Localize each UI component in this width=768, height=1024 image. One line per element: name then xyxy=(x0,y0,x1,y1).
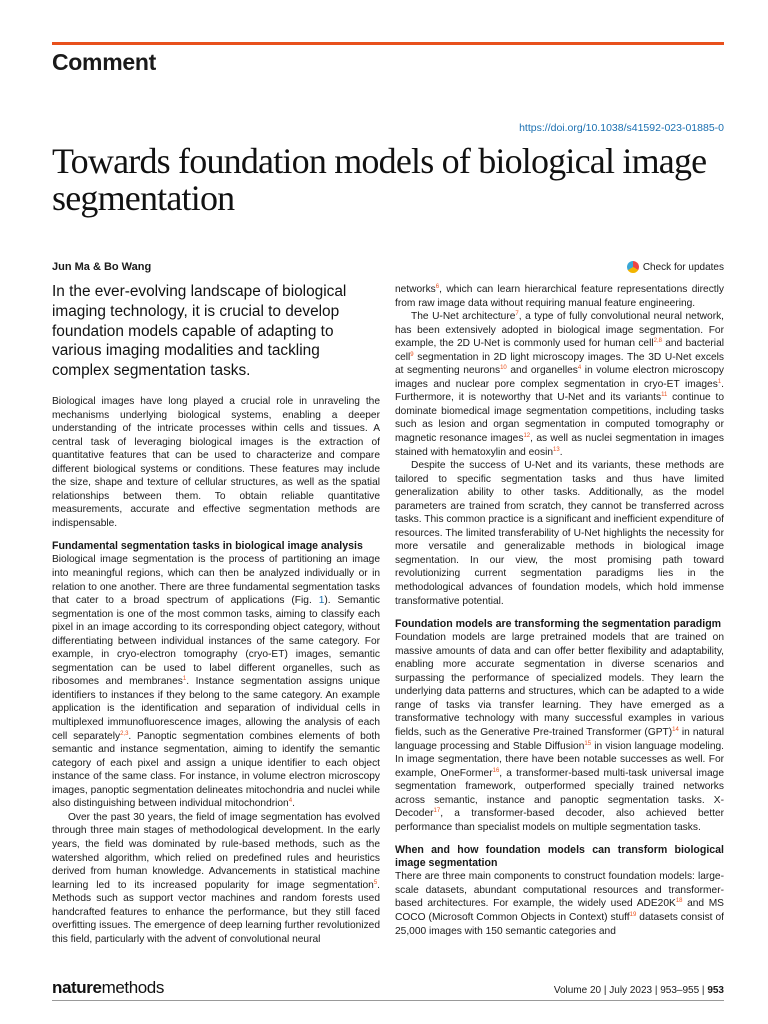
article-title: Towards foundation models of biological image segmentation xyxy=(52,141,707,218)
reference-link[interactable]: 1 xyxy=(182,676,187,683)
reference-link[interactable]: 4 xyxy=(577,365,582,372)
reference-link[interactable]: 19 xyxy=(629,911,637,918)
reference-link[interactable]: 14 xyxy=(672,726,679,733)
section-heading: Foundation models are transforming the segmentation paradigm xyxy=(395,618,722,631)
body-paragraph: Biological image segmentation is the process of partitioning an image into meaningful regions, which can then be analyzed individually or in relation to one another. There are three fundamental segmentation tasks that cater to a broad spectrum of applications (Fig. 1). Semantic segmentation is one of the most common tasks, aiming to classify each pixel in an image according to its corresponding object category, without differentiating between individual instances of the same category. For example, in cryo-electron tomography (cryo-ET) images, semantic segmentation can be used to label different organelles, such as ribosomes and membranes$^1$. Instance segmentation assigns unique identifiers to instances if they belong to the same category. An example application is the identification and separation of individual cells in multiplexed immunofluorescence images, allowing the analysis of each cell separately$^{2,3}$. Panoptic segmentation combines elements of both semantic and instance segmentation, aiming to identify the semantic category of each pixel and assign a unique identifier to each object instance of the same class. For instance, in volume electron microscopy images, panoptic segmentation delineates mitochondria and nuclei while also distinguishing between individual mitochondrion$^4$. xyxy=(52,554,380,810)
page-number: 953 xyxy=(707,985,724,996)
section-heading: When and how foundation models can transform biological image segmentation xyxy=(395,844,724,870)
reference-link[interactable]: 15 xyxy=(584,740,592,747)
reference-link[interactable]: 10 xyxy=(500,365,507,372)
reference-link[interactable]: 12 xyxy=(523,433,531,440)
section-heading: Fundamental segmentation tasks in biological image analysis xyxy=(52,540,363,553)
reference-link[interactable]: 1 xyxy=(717,378,722,385)
doi-link[interactable]: https://doi.org/10.1038/s41592-023-01885-0 xyxy=(519,122,724,134)
check-updates-button[interactable] xyxy=(627,261,724,273)
reference-link[interactable]: 18 xyxy=(675,898,683,905)
footer-rule xyxy=(52,1000,724,1001)
section-label: Comment xyxy=(52,49,156,75)
intro-paragraph: Biological images have long played a crucial role in unraveling the mechanisms underlying biological systems, enabling a deeper understanding of the intricate processes within cells and tissues. A central task of leveraging biological images is the extraction of quantitative features that can be used to characterize and compare different biological systems or conditions. These features may include the size, shape and texture of cellular structures, as well as the spatial relationships between them. To obtain reliable quantitative measurements, accurate and effective segmentation methods are indispensable. xyxy=(52,396,380,529)
reference-link[interactable]: 2,3 xyxy=(120,730,129,737)
body-paragraph: networks$^6$, which can learn hierarchical feature representations directly from raw image data without requiring manual feature engineering. xyxy=(395,284,724,309)
check-updates-label: Check for updates xyxy=(642,261,724,273)
standfirst: In the ever-evolving landscape of biological imaging technology, it is crucial to develop foundation models capable of adapting to various imaging modalities and tackling complex segmentation tasks. xyxy=(52,283,347,380)
footer-info: Volume 20 | July 2023 | 953–955 | 953 xyxy=(553,985,724,996)
reference-link[interactable]: 7 xyxy=(515,311,519,318)
body-paragraph: Foundation models are large pretrained models that are trained on massive amounts of data and can offer better flexibility and adaptability, enabling more accurate segmentation in diverse scenarios and surpassing the performance of specialized models. They learn the underlying data patterns and structures, which can be adapted to a wide range of tasks via transfer learning. They have emerged as a transformative technology with many successful examples in various fields, such as the Generative Pre-trained Transformer (GPT)$^{14}$ in natural language processing and Stable Diffusion$^{15}$ in vision language modeling. In image segmentation, there have been notable successes as well. For example, OneFormer$^{16}$, a transformer-based multi-task universal image segmentation framework, outperformed specially trained networks across semantic, instance and panoptic segmentation tasks. X-Decoder$^{17}$, a transformer-based decoder, also achieved better performance than specialist models on multiple segmentation tasks. xyxy=(395,632,725,833)
body-paragraph: The U-Net architecture$^7$, a type of fully convolutional neural network, has been extensively adopted in biological image segmentation. For example, the 2D U-Net is commonly used for human cell$^{2,8}$ and bacterial cell$^9$ segmentation in 2D light microscopy images. The 3D U-Net excels at segmenting neurons$^{10}$ and organelles$^4$ in volume electron microscopy images and nuclear pore complex segmentation in cryo-ET images$^1$. Furthermore, it is noteworthy that U-Net and its variants$^{11}$ continue to dominate biomedical image segmentation competitions, including tasks such as lesion and organ segmentation in computed tomography or magnetic resonance images$^{12}$, as well as nuclei segmentation in images stained with hematoxylin and eosin$^{13}$. xyxy=(395,311,725,458)
reference-link[interactable]: 17 xyxy=(433,808,441,815)
journal-logo: naturemethods xyxy=(52,978,164,997)
reference-link[interactable]: 11 xyxy=(661,392,668,399)
figure-link[interactable]: 1 xyxy=(318,595,325,607)
reference-link[interactable]: 13 xyxy=(553,446,560,453)
left-column xyxy=(52,395,380,946)
body-paragraph: Despite the success of U-Net and its variants, these methods are tailored to specific segmentation tasks and thus have limited generalization ability to other tasks. Additionally, as the model parameters are trained from scratch, they cannot be transferred across tasks. This common practice is a significant and inefficient expenditure of resources. The limited transferability of U-Net highlights the necessity for more versatile and generalizable methods in biological image segmentation. In our view, the most promising path toward revolutionizing current segmentation paradigms lies in the methodological advances of foundation models, which hold immense transformative potential. xyxy=(395,460,724,607)
right-column xyxy=(395,283,724,938)
reference-link[interactable]: 5 xyxy=(373,879,378,886)
check-updates-icon xyxy=(627,261,639,273)
reference-link[interactable]: 9 xyxy=(410,351,414,358)
reference-link[interactable]: 6 xyxy=(435,284,440,290)
reference-link[interactable]: 16 xyxy=(492,767,500,774)
body-paragraph: Over the past 30 years, the field of image segmentation has evolved through three main stages of methodological development. In the early years, the field was dominated by rule-based methods, such as the watershed algorithm, which relied on predefined rules and heuristics derived from human knowledge. Advancements in statistical machine learning led to its increased popularity for image segmentation$^5$. Methods such as support vector machines and random forests used handcrafted features to enhance the performance, but they still faced overfitting issues. The emergence of deep learning further revolutionized this field, particularly with the advent of convolutional neural xyxy=(52,811,380,945)
reference-link[interactable]: 2,8 xyxy=(653,338,662,345)
authors[interactable]: Jun Ma & Bo Wang xyxy=(52,261,152,273)
top-rule xyxy=(52,42,724,45)
reference-link[interactable]: 4 xyxy=(288,798,293,805)
body-paragraph: There are three main components to construct foundation models: large-scale datasets, abundant computational resources and transformer-based architectures. For example, the widely used $ADE20K^{18}$ and MS COCO (Microsoft Common Objects in Context) stuff$^{19}$ datasets consist of 25,000 images with 150 semantic categories and xyxy=(395,871,724,937)
